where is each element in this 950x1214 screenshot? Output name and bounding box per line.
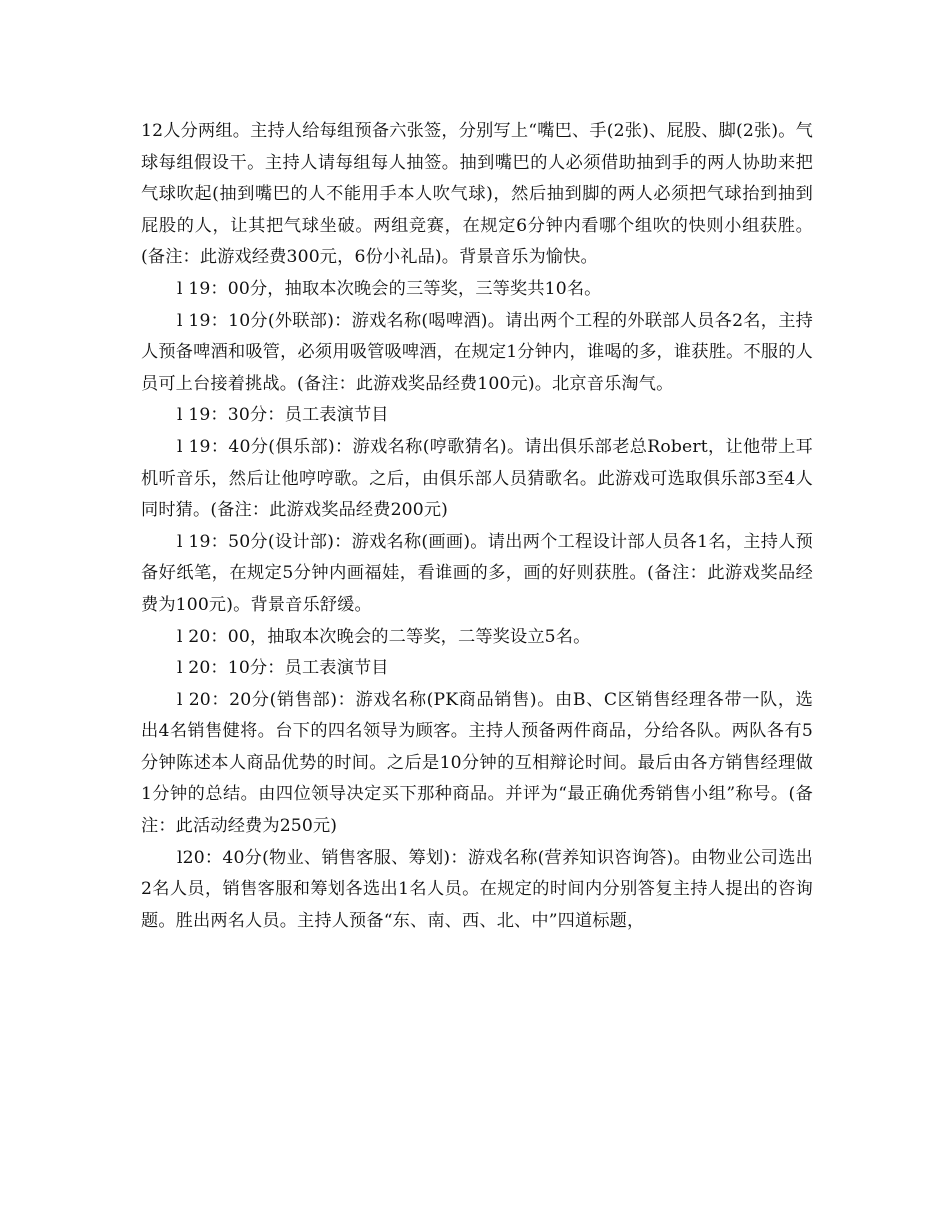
paragraph-1910-beer-game: l 19：10分(外联部)：游戏名称(喝啤酒)。请出两个工程的外联部人员各2名，主持人预备啤酒和吸管，必须用吸管吸啤酒，在规定1分钟内，谁喝的多，谁获胜。不服的人员可上台接着挑战。(备注：此游戏奖品经费100元)。北京音乐淘气。 bbox=[141, 310, 813, 394]
paragraph-intro: 12人分两组。主持人给每组预备六张签，分别写上“嘴巴、手(2张)、屁股、脚(2张)。气球每组假设干。主持人请每组每人抽签。抽到嘴巴的人必须借助抽到手的两人协助来把气球吹起(抽到嘴巴的人不能用手本人吹气球)，然后抽到脚的两人必须把气球抬到抽到屁股的人，让其把气球坐破。两组竞赛，在规定6分钟内看哪个组吹的快则小组获胜。(备注：此游戏经费300元，6份小礼品)。背景音乐为愉快。 bbox=[141, 121, 813, 268]
paragraph-1940-hum-song: l 19：40分(俱乐部)：游戏名称(哼歌猜名)。请出俱乐部老总Robert，让他带上耳机听音乐，然后让他哼哼歌。之后，由俱乐部人员猜歌名。此游戏可选取俱乐部3至4人同时猜。(备注：此游戏奖品经费200元) bbox=[141, 436, 813, 521]
paragraph-2020-sales-pk: l 20：20分(销售部)：游戏名称(PK商品销售)。由B、C区销售经理各带一队，选出4名销售健将。台下的四名领导为顾客。主持人预备两件商品，分给各队。两队各有5分钟陈述本人商品优势的时间。之后是10分钟的互相辩论时间。最后由各方销售经理做1分钟的总结。由四位领导决定买下那种商品。并评为“最正确优秀销售小组”称号。(备注：此活动经费为250元) bbox=[141, 689, 813, 837]
paragraph-1950-drawing: l 19：50分(设计部)：游戏名称(画画)。请出两个工程设计部人员各1名，主持人预备好纸笔，在规定5分钟内画福娃，看谁画的多，画的好则获胜。(备注：此游戏奖品经费为100元)。背景音乐舒缓。 bbox=[141, 531, 813, 615]
paragraph-2010-performance: l 20：10分：员工表演节目 bbox=[177, 658, 389, 679]
paragraph-2040-quiz: l20：40分(物业、销售客服、筹划)：游戏名称(营养知识咨询答)。由物业公司选出2名人员，销售客服和筹划各选出1名人员。在规定的时间内分别答复主持人提出的咨询题。胜出两名人员。主持人预备“东、南、西、北、中”四道标题， bbox=[141, 847, 813, 931]
document-body bbox=[141, 116, 813, 937]
paragraph-2000-second-prize: l 20：00，抽取本次晚会的二等奖，二等奖设立5名。 bbox=[177, 626, 591, 647]
paragraph-1900-third-prize: l 19：00分，抽取本次晚会的三等奖，三等奖共10名。 bbox=[177, 278, 602, 299]
paragraph-1930-performance: l 19：30分：员工表演节目 bbox=[177, 405, 389, 426]
